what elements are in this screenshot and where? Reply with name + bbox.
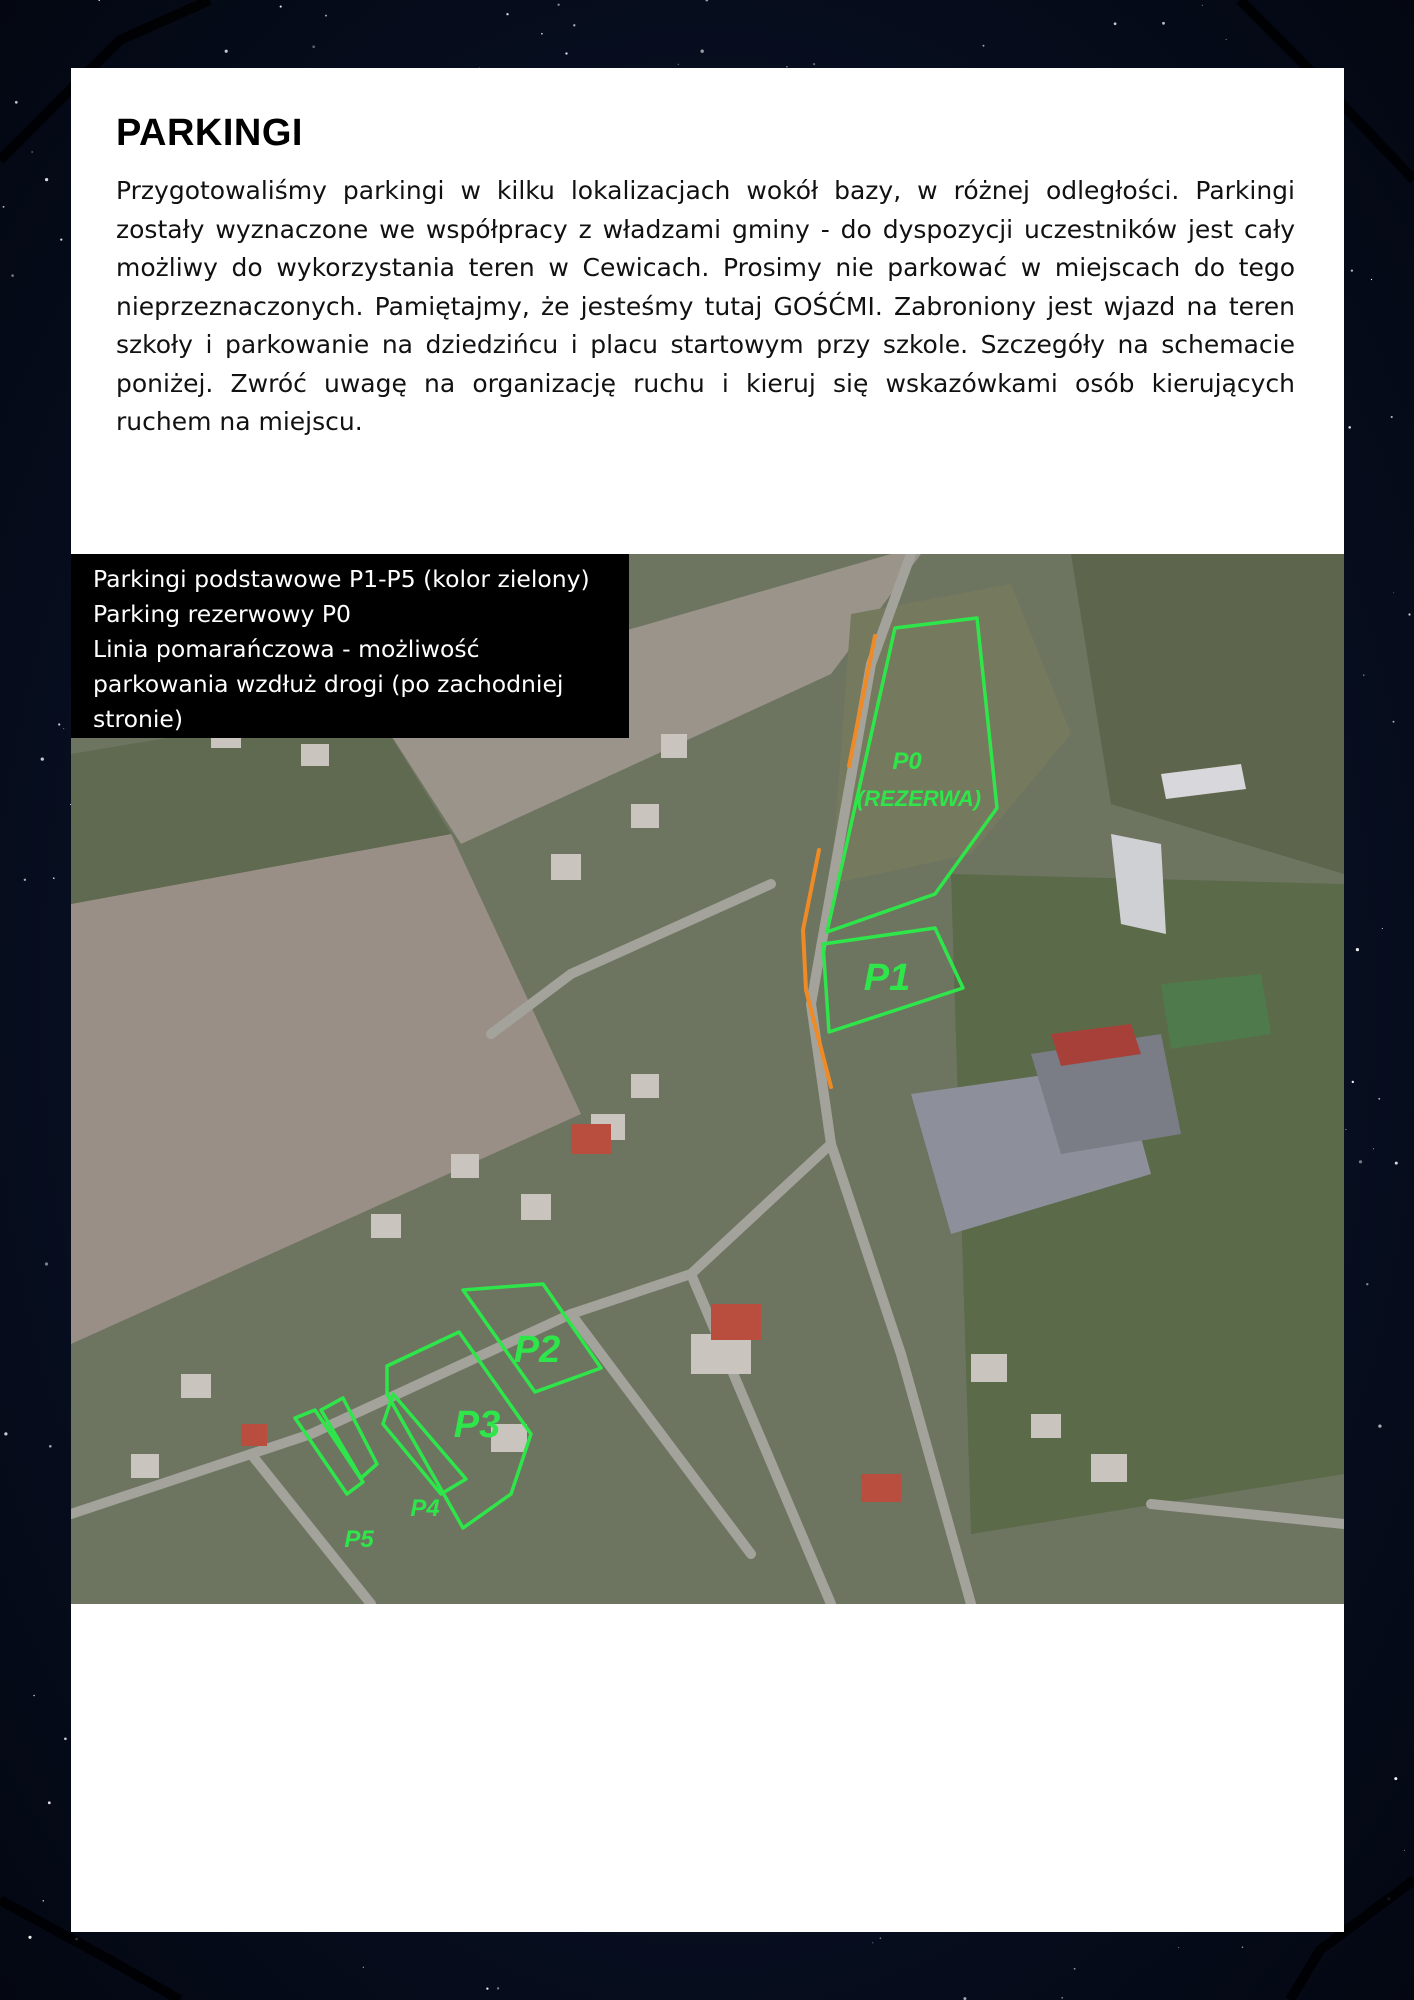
p4-label: P4 [410, 1495, 440, 1522]
p5-label: P5 [344, 1526, 374, 1553]
page-title: PARKINGI [116, 112, 303, 154]
legend-item-primary-parkings: Parkingi podstawowe P1-P5 (kolor zielony) [93, 565, 590, 593]
p3-label: P3 [453, 1404, 501, 1446]
legend-item-roadside-parking: Linia pomarańczowa - możliwość parkowania wzdłuż drogi (po zachodniej stronie) [93, 635, 564, 733]
map-legend [71, 554, 629, 738]
p2-label: P2 [513, 1329, 561, 1371]
document-page [71, 68, 1344, 1932]
p0-label: P0 [892, 748, 922, 775]
parking-map [71, 554, 1344, 1604]
legend-item-reserve-parking: Parking rezerwowy P0 [93, 600, 351, 628]
p0-note-label: (REZERWA) [856, 786, 982, 811]
p1-label: P1 [863, 957, 911, 999]
intro-paragraph: Przygotowaliśmy parkingi w kilku lokalizacjach wokół bazy, w różnej odległości. Parkingi zostały wyznaczone we współpracy z władzami gminy - do dyspozycji uczestników jest cały możliwy do wykorzystania teren w Cewicach. Prosimy nie parkować w miejscach do tego nieprzeznaczonych. Pamiętajmy, że jesteśmy tutaj GOŚĆMI. Zabroniony jest wjazd na teren szkoły i parkowanie na dziedzińcu i placu startowym przy szkole. Szczegóły na schemacie poniżej. Zwróć uwagę na organizację ruchu i kieruj się wskazówkami osób kierujących ruchem na miejscu. [116, 176, 1295, 436]
